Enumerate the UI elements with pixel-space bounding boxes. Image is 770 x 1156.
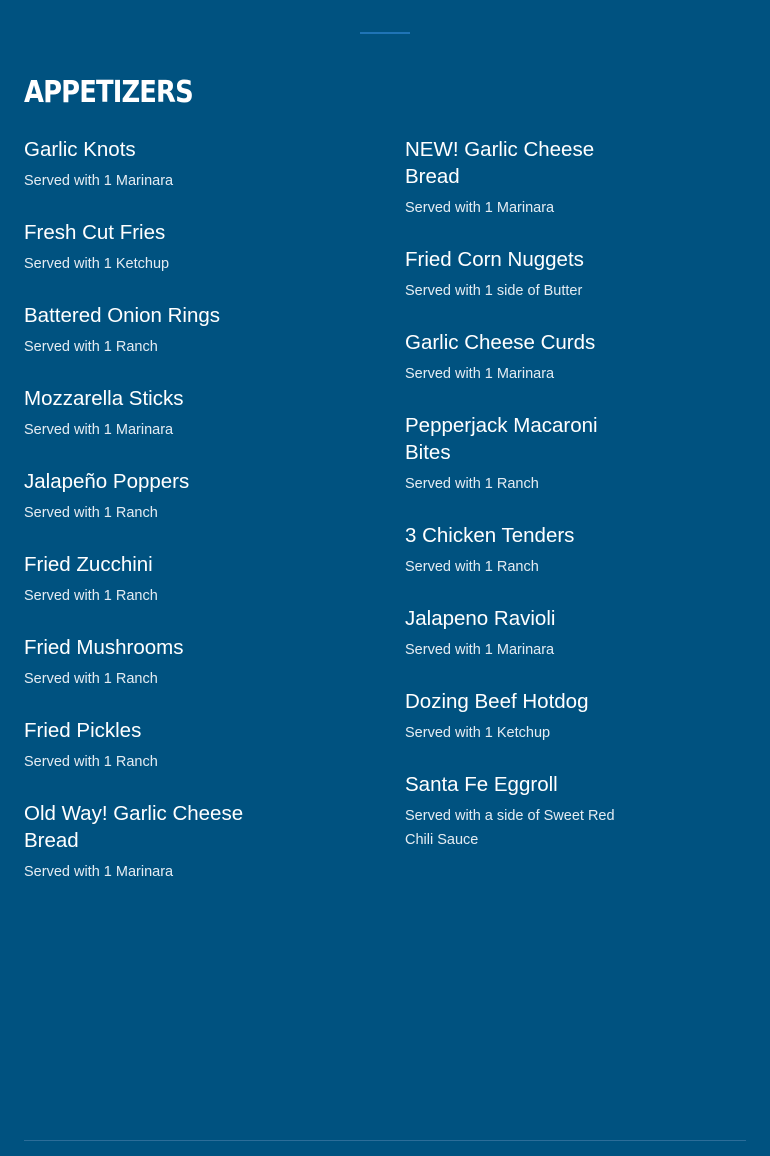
menu-item-description: Served with 1 Marinara: [24, 173, 174, 189]
menu-item-description: Served with 1 Ketchup: [405, 725, 551, 741]
menu-item-description: Served with a side of Sweet Red Chili Sauce: [405, 808, 615, 848]
menu-item-name: Jalapeño Poppers: [24, 470, 190, 493]
menu-item-name: Mozzarella Sticks: [24, 387, 184, 410]
menu-item: [24, 219, 254, 276]
menu-item-name: Fried Zucchini: [24, 553, 153, 576]
menu-item: [405, 329, 635, 386]
menu-item-description: Served with 1 Marinara: [24, 864, 174, 880]
menu-item-name: NEW! Garlic Cheese Bread: [405, 138, 595, 188]
menu-item: [24, 385, 254, 442]
menu-item-description: Served with 1 Ranch: [24, 588, 158, 604]
menu-item: [24, 468, 254, 525]
menu-column-left: [24, 136, 254, 910]
menu-item: [405, 605, 635, 662]
menu-item: [405, 688, 635, 745]
menu-item-name: Jalapeno Ravioli: [405, 607, 556, 630]
menu-item: [24, 136, 254, 193]
menu-item-name: Pepperjack Macaroni Bites: [405, 414, 598, 464]
menu-item-name: 3 Chicken Tenders: [405, 524, 575, 547]
menu-item-description: Served with 1 Ranch: [24, 671, 158, 687]
menu-item: [405, 771, 635, 852]
menu-item: [24, 717, 254, 774]
menu-item: [405, 412, 635, 496]
menu-item-description: Served with 1 Ketchup: [24, 256, 170, 272]
menu-item: [24, 551, 254, 608]
menu-item-name: Fresh Cut Fries: [24, 221, 166, 244]
menu-item-name: Fried Pickles: [24, 719, 142, 742]
menu-item: [405, 522, 635, 579]
menu-item-name: Garlic Knots: [24, 138, 136, 161]
menu-column-right: [405, 136, 635, 878]
menu-item-description: Served with 1 Ranch: [405, 476, 539, 492]
menu-item-description: Served with 1 Marinara: [405, 642, 555, 658]
menu-item-description: Served with 1 Ranch: [24, 754, 158, 770]
menu-item-description: Served with 1 Ranch: [24, 339, 158, 355]
menu-item-description: Served with 1 Marinara: [405, 200, 555, 216]
menu-item: [24, 634, 254, 691]
menu-item-description: Served with 1 Marinara: [405, 366, 555, 382]
menu-item: [405, 136, 635, 220]
section-bottom-divider: [24, 1140, 746, 1141]
menu-item-description: Served with 1 Ranch: [405, 559, 539, 575]
section-accent-line: [360, 32, 410, 34]
menu-item-name: Old Way! Garlic Cheese Bread: [24, 802, 244, 852]
menu-item-name: Fried Mushrooms: [24, 636, 184, 659]
menu-item-description: Served with 1 Marinara: [24, 422, 174, 438]
menu-item-name: Dozing Beef Hotdog: [405, 690, 589, 713]
menu-item-description: Served with 1 side of Butter: [405, 283, 583, 299]
menu-item: [24, 302, 254, 359]
menu-item: [24, 800, 254, 884]
menu-item-name: Santa Fe Eggroll: [405, 773, 558, 796]
section-title: APPETIZERS: [24, 75, 193, 110]
menu-item: [405, 246, 635, 303]
menu-item-name: Fried Corn Nuggets: [405, 248, 584, 271]
menu-item-description: Served with 1 Ranch: [24, 505, 158, 521]
menu-item-name: Battered Onion Rings: [24, 304, 221, 327]
menu-item-name: Garlic Cheese Curds: [405, 331, 596, 354]
